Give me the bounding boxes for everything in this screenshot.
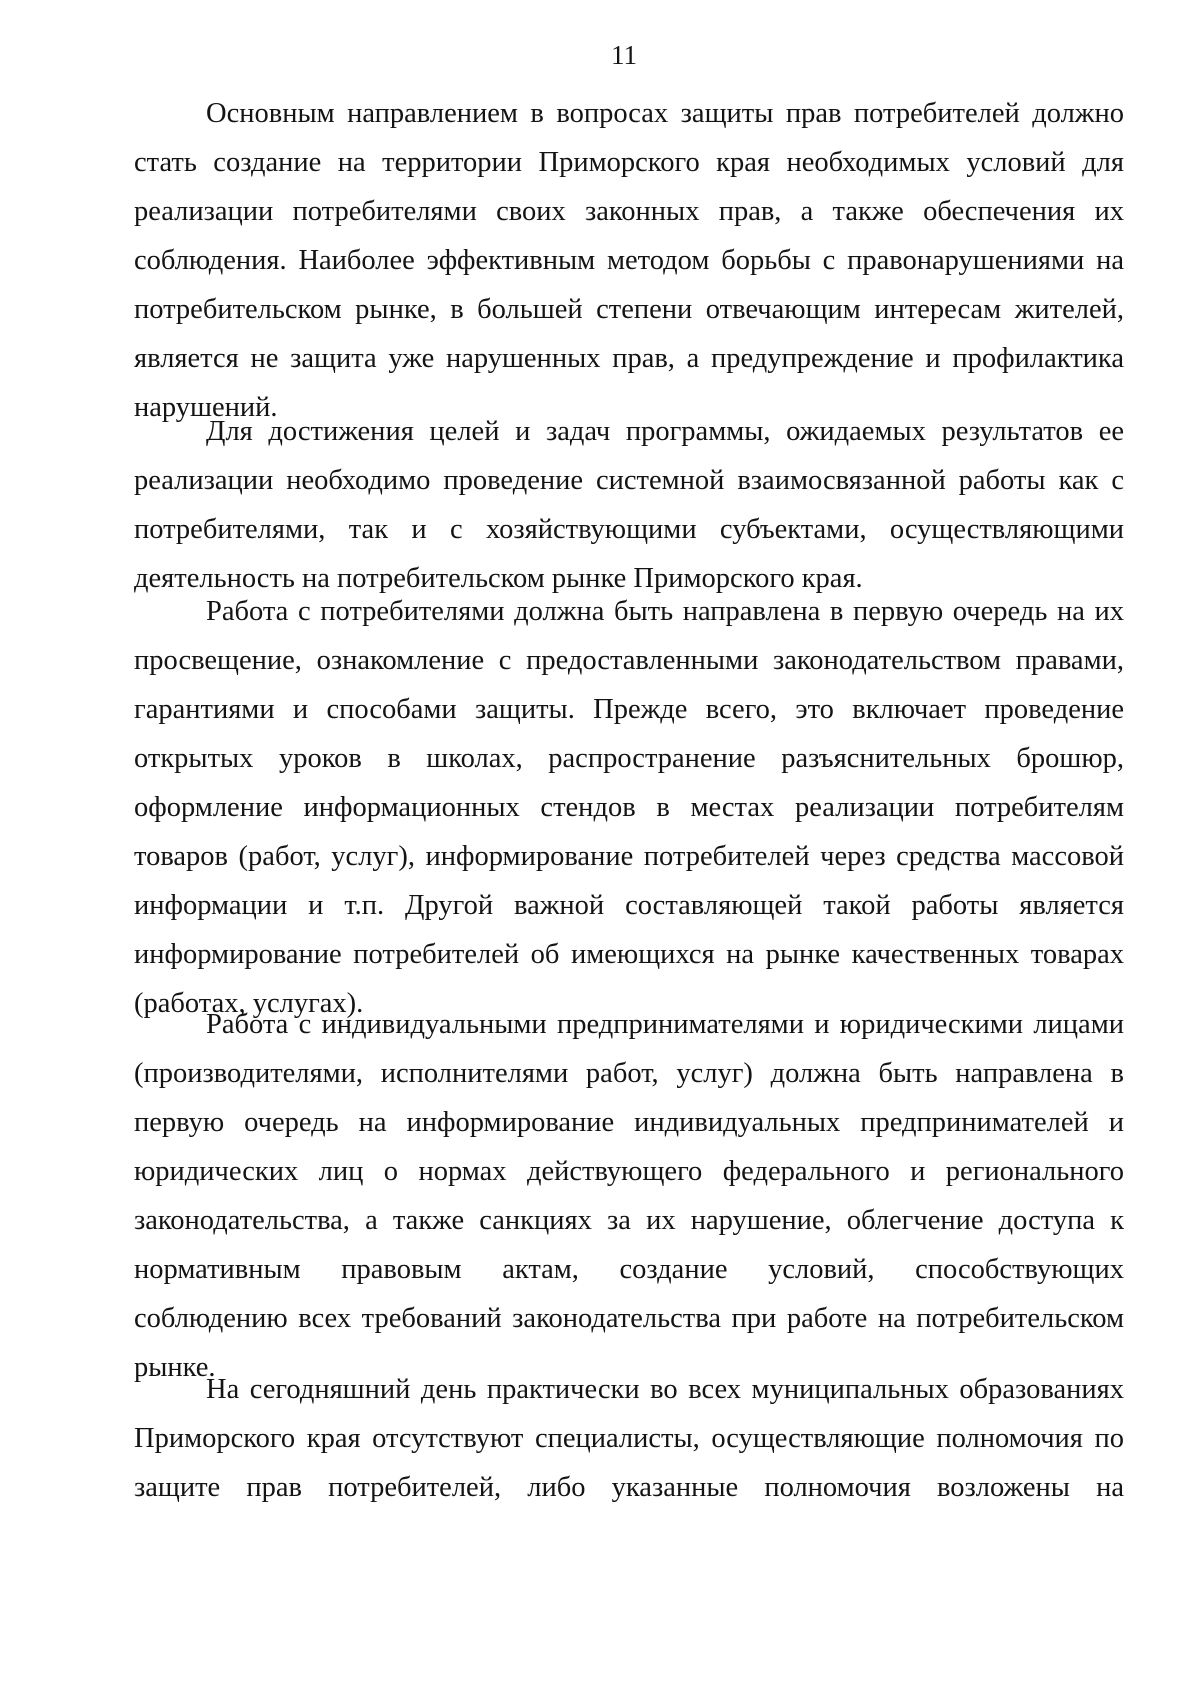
- text-line: рынке.: [134, 1352, 216, 1383]
- page-number: 11: [611, 40, 637, 70]
- text-line: юридических лиц о нормах действующего федерального и регионального: [134, 1156, 1124, 1187]
- text-line: является не защита уже нарушенных прав, а предупреждение и профилактика: [134, 343, 1124, 374]
- text-line: Работа с потребителями должна быть направлена в первую очередь на их: [206, 596, 1124, 627]
- text-line: Основным направлением в вопросах защиты прав потребителей должно: [206, 98, 1124, 129]
- text-line: информации и т.п. Другой важной составляющей такой работы является: [134, 890, 1124, 921]
- text-line: реализации потребителями своих законных прав, а также обеспечения их: [134, 196, 1124, 227]
- text-line: первую очередь на информирование индивидуальных предпринимателей и: [134, 1107, 1124, 1138]
- text-line: гарантиями и способами защиты. Прежде всего, это включает проведение: [134, 694, 1124, 725]
- paragraph-4: [134, 1000, 1124, 1392]
- text-line: оформление информационных стендов в местах реализации потребителям: [134, 792, 1124, 823]
- text-line: нарушений.: [134, 392, 278, 423]
- text-line: Приморского края отсутствуют специалисты, осуществляющие полномочия по: [134, 1423, 1124, 1454]
- text-line: законодательства, а также санкциях за их нарушение, облегчение доступа к: [134, 1205, 1124, 1236]
- paragraph-2: [134, 407, 1124, 603]
- text-line: стать создание на территории Приморского края необходимых условий для: [134, 147, 1124, 178]
- text-line: деятельность на потребительском рынке Приморского края.: [134, 563, 863, 594]
- text-line: (производителями, исполнителями работ, услуг) должна быть направлена в: [134, 1058, 1124, 1089]
- text-line: потребителями, так и с хозяйствующими субъектами, осуществляющими: [134, 514, 1124, 545]
- paragraph-1: [134, 89, 1124, 432]
- text-line: информирование потребителей об имеющихся на рынке качественных товарах: [134, 939, 1124, 970]
- text-line: соблюдению всех требований законодательства при работе на потребительском: [134, 1303, 1124, 1334]
- text-line: просвещение, ознакомление с предоставленными законодательством правами,: [134, 645, 1124, 676]
- text-line: защите прав потребителей, либо указанные полномочия возложены на: [134, 1472, 1124, 1503]
- text-line: Для достижения целей и задач программы, ожидаемых результатов ее: [206, 416, 1124, 447]
- text-line: На сегодняшний день практически во всех муниципальных образованиях: [206, 1374, 1124, 1405]
- text-line: нормативным правовым актам, создание условий, способствующих: [134, 1254, 1124, 1285]
- paragraph-3: [134, 587, 1124, 1028]
- text-line: товаров (работ, услуг), информирование потребителей через средства массовой: [134, 841, 1124, 872]
- text-line: открытых уроков в школах, распространение разъяснительных брошюр,: [134, 743, 1124, 774]
- text-line: (работах, услугах).: [134, 988, 364, 1019]
- text-line: соблюдения. Наиболее эффективным методом борьбы с правонарушениями на: [134, 245, 1124, 276]
- text-line: потребительском рынке, в большей степени отвечающим интересам жителей,: [134, 294, 1124, 325]
- paragraph-5: [134, 1365, 1124, 1512]
- text-line: реализации необходимо проведение системной взаимосвязанной работы как с: [134, 465, 1124, 496]
- text-line: Работа с индивидуальными предпринимателями и юридическими лицами: [206, 1009, 1124, 1040]
